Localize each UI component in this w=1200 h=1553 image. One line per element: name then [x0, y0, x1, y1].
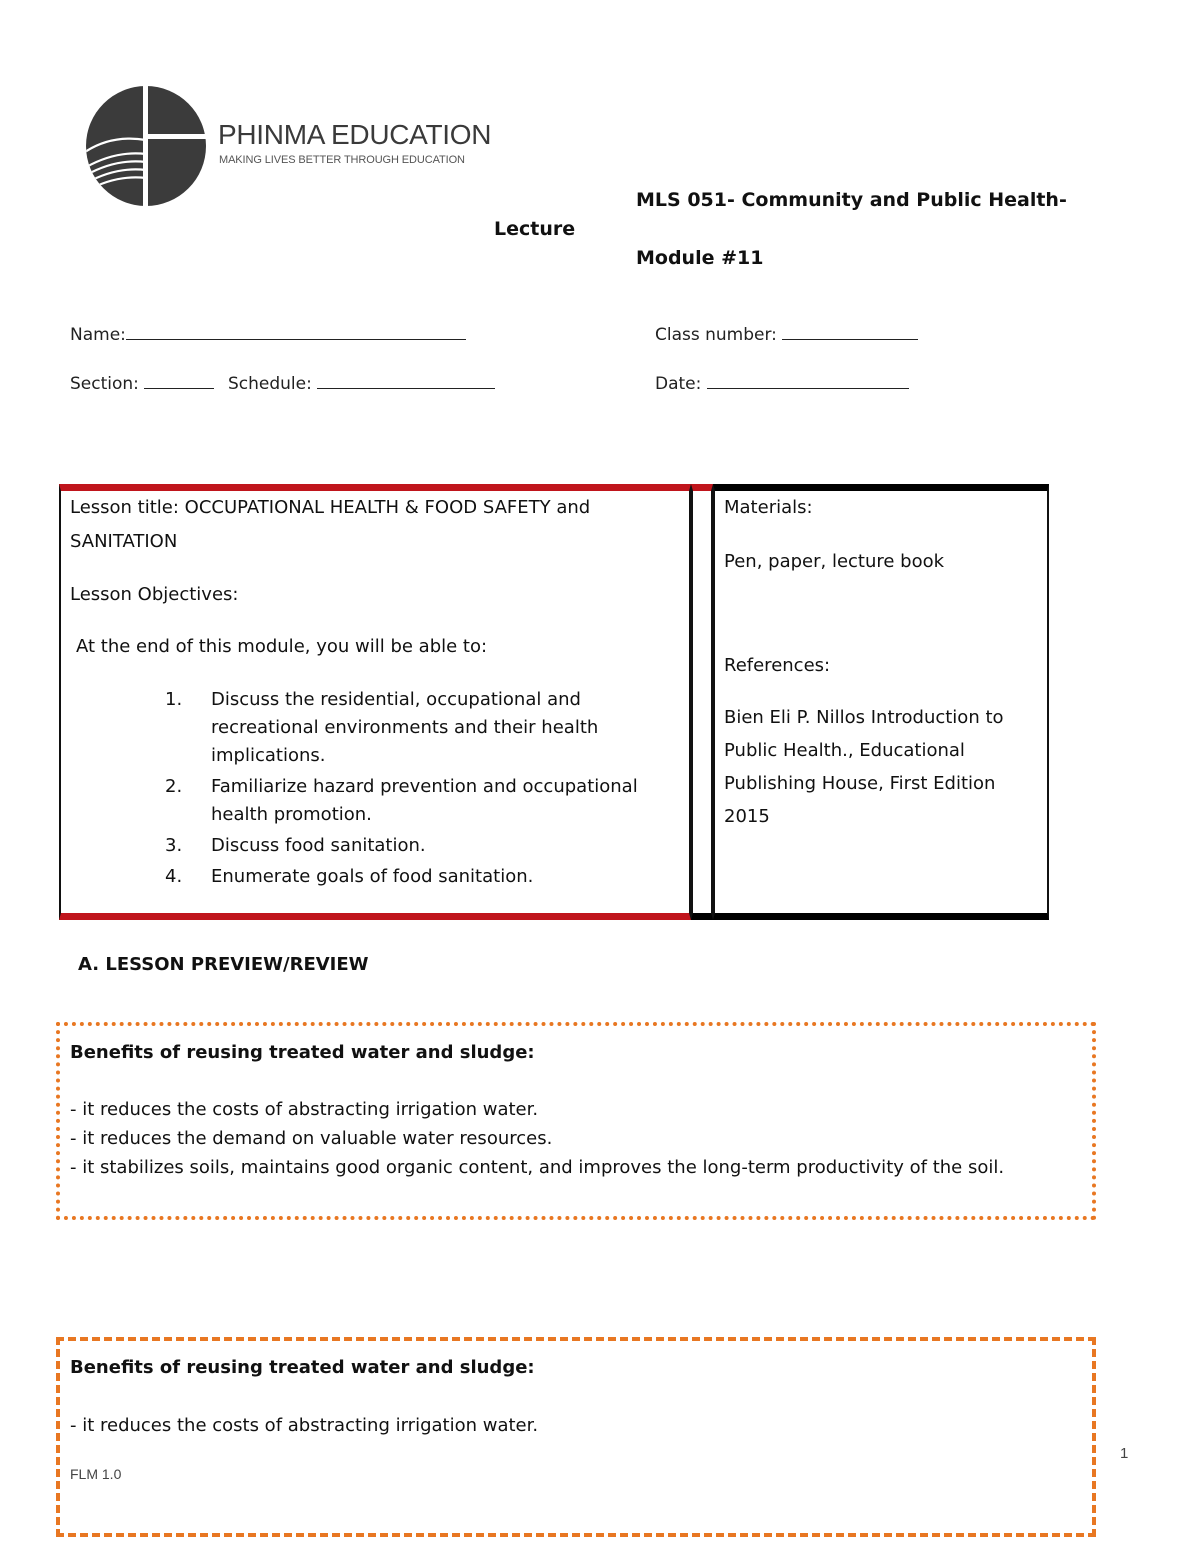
schedule-field[interactable]	[228, 374, 495, 394]
objective-item	[165, 773, 675, 829]
module-number: Module #11	[636, 247, 764, 269]
name-label: Name:	[70, 325, 126, 345]
box1-item: - it stabilizes soils, maintains good organic content, and improves the long-term productivity of the soil.	[70, 1157, 1005, 1178]
objective-text: Enumerate goals of food sanitation.	[211, 866, 534, 887]
section-field[interactable]	[70, 374, 214, 394]
reference-text: Bien Eli P. Nillos Introduction to Public Health., Educational Publishing House, First Edition 2015	[724, 707, 1004, 827]
date-field[interactable]	[655, 374, 909, 394]
box2-title: Benefits of reusing treated water and sludge:	[70, 1357, 535, 1378]
brand-tagline: MAKING LIVES BETTER THROUGH EDUCATION	[219, 154, 465, 166]
objective-text: Familiarize hazard prevention and occupational health promotion.	[211, 776, 638, 825]
name-field[interactable]	[70, 325, 466, 345]
table-gap-cell	[691, 484, 713, 920]
class-number-label: Class number:	[655, 325, 777, 345]
section-label: Section:	[70, 374, 139, 394]
schedule-label: Schedule:	[228, 374, 312, 394]
section-a-heading: A. LESSON PREVIEW/REVIEW	[78, 954, 369, 975]
course-title: MLS 051- Community and Public Health-	[636, 189, 1067, 211]
objective-item	[165, 832, 675, 860]
objective-text: Discuss the residential, occupational and recreational environments and their health implications.	[211, 689, 599, 766]
date-label: Date:	[655, 374, 702, 394]
references-label: References:	[724, 655, 831, 676]
lesson-title-line2: SANITATION	[70, 531, 178, 552]
objective-number: 3.	[165, 835, 183, 856]
objective-number: 4.	[165, 866, 183, 887]
materials-items: Pen, paper, lecture book	[724, 551, 945, 572]
schedule-line	[317, 374, 495, 389]
date-line	[707, 374, 909, 389]
materials-label: Materials:	[724, 497, 813, 518]
lecture-label: Lecture	[494, 218, 576, 240]
box2-item: - it reduces the costs of abstracting irrigation water.	[70, 1415, 539, 1436]
footer-code: FLM 1.0	[70, 1466, 122, 1482]
page-number: 1	[1120, 1445, 1129, 1462]
phinma-logo-emblem	[82, 84, 210, 208]
objectives-list	[165, 686, 675, 894]
objectives-label: Lesson Objectives:	[70, 584, 239, 605]
class-number-line	[782, 325, 918, 340]
box1-title: Benefits of reusing treated water and sludge:	[70, 1042, 535, 1063]
objectives-intro: At the end of this module, you will be able to:	[76, 636, 488, 657]
objective-item	[165, 686, 675, 770]
lesson-title-line1: Lesson title: OCCUPATIONAL HEALTH & FOOD SAFETY and	[70, 497, 591, 518]
name-line	[126, 325, 466, 340]
class-number-field[interactable]	[655, 325, 918, 345]
box1-item: - it reduces the costs of abstracting irrigation water.	[70, 1099, 539, 1120]
objective-item	[165, 863, 675, 891]
brand-name: PHINMA EDUCATION	[218, 119, 492, 150]
objective-number: 2.	[165, 776, 183, 797]
box1-item: - it reduces the demand on valuable water resources.	[70, 1128, 553, 1149]
objective-number: 1.	[165, 689, 183, 710]
objective-text: Discuss food sanitation.	[211, 835, 426, 856]
section-line	[144, 374, 214, 389]
